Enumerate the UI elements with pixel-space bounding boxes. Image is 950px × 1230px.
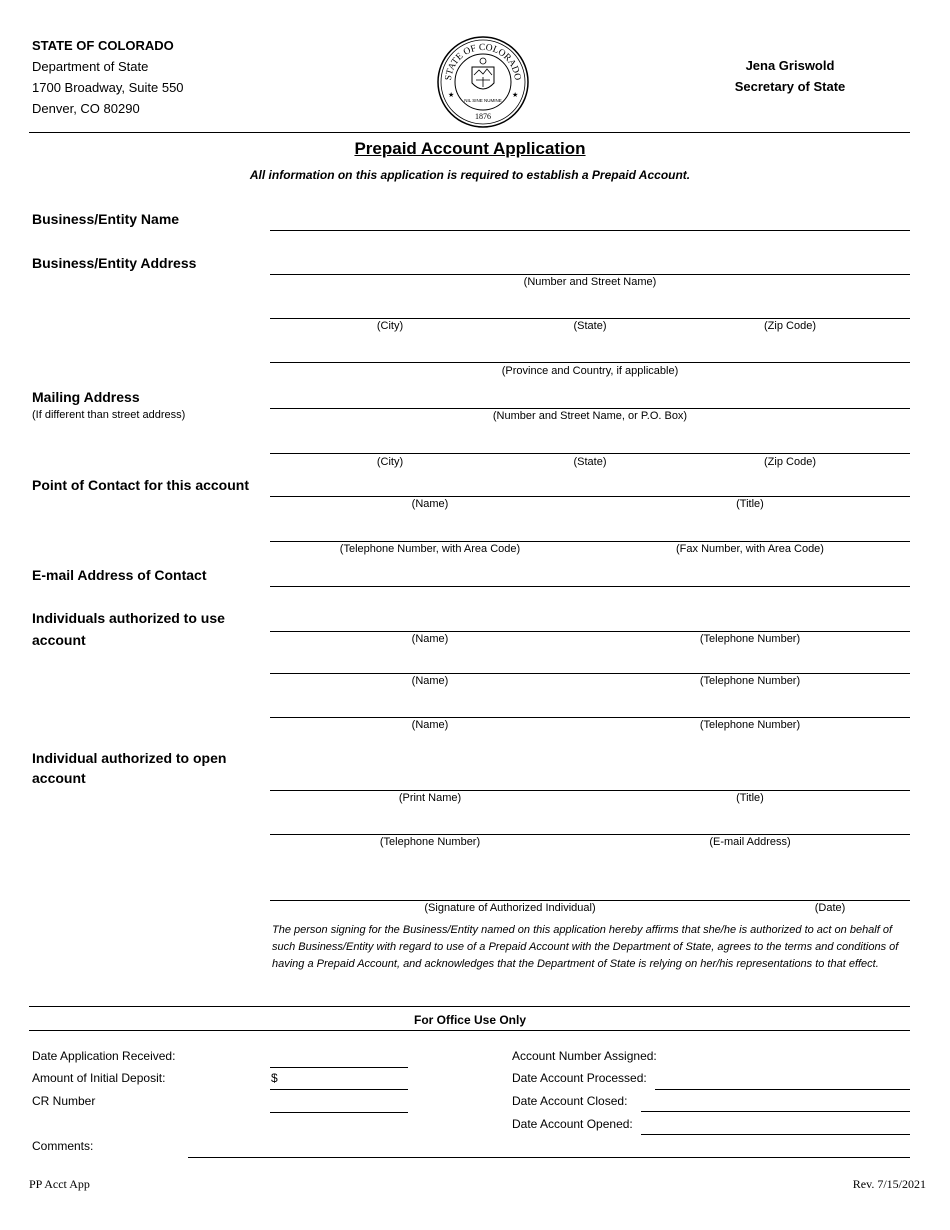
date-opened-label: Date Account Opened: xyxy=(512,1117,633,1131)
zip-caption: (Zip Code) xyxy=(764,320,816,332)
opener-label xyxy=(32,748,226,788)
revision-date: Rev. 7/15/2021 xyxy=(852,1177,926,1191)
mailing-address-label: Mailing Address xyxy=(32,389,140,405)
comments-label: Comments: xyxy=(32,1139,94,1153)
title-caption: (Title) xyxy=(736,498,764,510)
field-line xyxy=(270,1112,408,1113)
field-line xyxy=(270,230,910,231)
official-title: Secretary of State xyxy=(734,79,846,94)
individuals-label-line1: Individuals authorized to use xyxy=(32,610,225,626)
contact-title-input[interactable] xyxy=(592,472,912,496)
opener-label-line2: account xyxy=(32,770,86,786)
field-line xyxy=(270,900,910,901)
field-line xyxy=(270,586,910,587)
city-address: Denver, CO 80290 xyxy=(32,101,140,116)
comments-input[interactable] xyxy=(190,1134,912,1158)
initial-deposit-label: Amount of Initial Deposit: xyxy=(32,1071,166,1085)
zip-caption: (Zip Code) xyxy=(764,456,816,468)
signature-input[interactable] xyxy=(272,876,772,900)
state-caption: (State) xyxy=(573,320,607,332)
header-divider xyxy=(29,132,910,133)
state-name: STATE OF COLORADO xyxy=(32,38,174,53)
state-seal-logo xyxy=(436,35,530,129)
opener-email-input[interactable] xyxy=(592,810,912,834)
user2-phone-input[interactable] xyxy=(592,649,912,673)
entity-state-input[interactable] xyxy=(512,294,672,318)
secretary-block xyxy=(700,55,880,97)
field-line xyxy=(270,318,910,319)
field-line xyxy=(270,408,910,409)
mailing-street-input[interactable] xyxy=(272,384,912,408)
date-received-input[interactable] xyxy=(272,1044,410,1068)
state-caption: (State) xyxy=(573,456,607,468)
cr-number-label: CR Number xyxy=(32,1094,96,1108)
mailing-city-input[interactable] xyxy=(272,429,512,453)
entity-city-input[interactable] xyxy=(272,294,512,318)
date-opened-input[interactable] xyxy=(643,1112,912,1136)
entity-province-input[interactable] xyxy=(272,338,912,362)
date-closed-input[interactable] xyxy=(643,1089,912,1113)
user2-name-input[interactable] xyxy=(272,649,592,673)
phone-area-caption: (Telephone Number, with Area Code) xyxy=(339,543,521,555)
phone-caption: (Telephone Number) xyxy=(379,836,481,848)
field-line xyxy=(270,362,910,363)
phone-caption: (Telephone Number) xyxy=(699,633,801,645)
date-processed-input[interactable] xyxy=(657,1066,912,1090)
individuals-label xyxy=(32,608,225,650)
name-caption: (Name) xyxy=(411,675,449,687)
signature-date-input[interactable] xyxy=(772,876,912,900)
opener-title-input[interactable] xyxy=(592,766,912,790)
office-divider-top xyxy=(29,1006,910,1007)
field-line xyxy=(270,496,910,497)
opener-phone-input[interactable] xyxy=(272,810,592,834)
city-caption: (City) xyxy=(376,456,404,468)
user3-phone-input[interactable] xyxy=(592,693,912,717)
official-name: Jena Griswold xyxy=(745,58,835,73)
field-line xyxy=(270,453,910,454)
office-divider-bottom xyxy=(29,1030,910,1031)
affirmation-text: The person signing for the Business/Entity named on this application hereby affirms that she/he is authorized to act on behalf of such Business/Entity with regard to use of a Prepaid Account with the Department of State, agrees to the terms and conditions of having a Prepaid Account, and acknowledges that the Department of State is relying on her/his representations to that effect. xyxy=(272,924,899,970)
seal-year: 1876 xyxy=(475,112,491,121)
form-subtitle: All information on this application is required to establish a Prepaid Account. xyxy=(249,168,691,182)
svg-text:★: ★ xyxy=(448,92,455,99)
form-title: Prepaid Account Application xyxy=(354,139,586,158)
field-line xyxy=(188,1157,910,1158)
contact-phone-input[interactable] xyxy=(272,517,592,541)
field-line xyxy=(270,631,910,632)
user1-name-input[interactable] xyxy=(272,607,592,631)
opener-name-input[interactable] xyxy=(272,766,592,790)
account-number-label: Account Number Assigned: xyxy=(512,1049,657,1063)
date-caption: (Date) xyxy=(814,902,846,914)
field-line xyxy=(270,274,910,275)
mailing-address-note: (If different than street address) xyxy=(32,409,186,421)
field-line xyxy=(270,541,910,542)
svg-text:★: ★ xyxy=(512,92,519,99)
entity-name-input[interactable] xyxy=(272,206,912,230)
street-caption: (Number and Street Name) xyxy=(523,276,657,288)
entity-name-label: Business/Entity Name xyxy=(32,211,180,227)
entity-address-label: Business/Entity Address xyxy=(32,255,197,271)
currency-symbol: $ xyxy=(271,1071,278,1085)
contact-label: Point of Contact for this account xyxy=(32,477,249,493)
name-caption: (Name) xyxy=(411,633,449,645)
contact-email-input[interactable] xyxy=(272,562,912,586)
mailing-state-input[interactable] xyxy=(512,429,672,453)
name-caption: (Name) xyxy=(411,498,449,510)
phone-caption: (Telephone Number) xyxy=(699,719,801,731)
field-line xyxy=(270,790,910,791)
phone-caption: (Telephone Number) xyxy=(699,675,801,687)
form-id: PP Acct App xyxy=(29,1177,90,1191)
seal-top-text: STATE OF COLORADO xyxy=(443,42,523,82)
entity-zip-input[interactable] xyxy=(672,294,912,318)
street-address: 1700 Broadway, Suite 550 xyxy=(32,80,184,95)
agency-address-block xyxy=(32,35,184,119)
initial-deposit-input[interactable] xyxy=(282,1066,410,1090)
date-processed-label: Date Account Processed: xyxy=(512,1071,647,1085)
contact-name-input[interactable] xyxy=(272,472,592,496)
entity-street-input[interactable] xyxy=(272,250,912,274)
field-line xyxy=(270,834,910,835)
user3-name-input[interactable] xyxy=(272,693,592,717)
seal-motto: NIL SINE NUMINE xyxy=(464,98,502,103)
fax-area-caption: (Fax Number, with Area Code) xyxy=(676,543,824,555)
print-name-caption: (Print Name) xyxy=(398,792,462,804)
individuals-label-line2: account xyxy=(32,632,86,648)
province-caption: (Province and Country, if applicable) xyxy=(501,365,679,377)
city-caption: (City) xyxy=(376,320,404,332)
date-received-label: Date Application Received: xyxy=(32,1049,176,1063)
user1-phone-input[interactable] xyxy=(592,607,912,631)
date-closed-label: Date Account Closed: xyxy=(512,1094,628,1108)
name-caption: (Name) xyxy=(411,719,449,731)
mailing-zip-input[interactable] xyxy=(672,429,912,453)
department-name: Department of State xyxy=(32,59,149,74)
opener-label-line1: Individual authorized to open xyxy=(32,750,227,766)
mailing-street-caption: (Number and Street Name, or P.O. Box) xyxy=(492,410,688,422)
cr-number-input[interactable] xyxy=(272,1089,410,1113)
office-use-header: For Office Use Only xyxy=(413,1013,527,1027)
field-line xyxy=(270,717,910,718)
email-label: E-mail Address of Contact xyxy=(32,567,207,583)
contact-fax-input[interactable] xyxy=(592,517,912,541)
email-caption: (E-mail Address) xyxy=(709,836,791,848)
account-number-input[interactable] xyxy=(672,1044,912,1068)
field-line xyxy=(270,673,910,674)
title-caption: (Title) xyxy=(736,792,764,804)
signature-caption: (Signature of Authorized Individual) xyxy=(424,902,596,914)
